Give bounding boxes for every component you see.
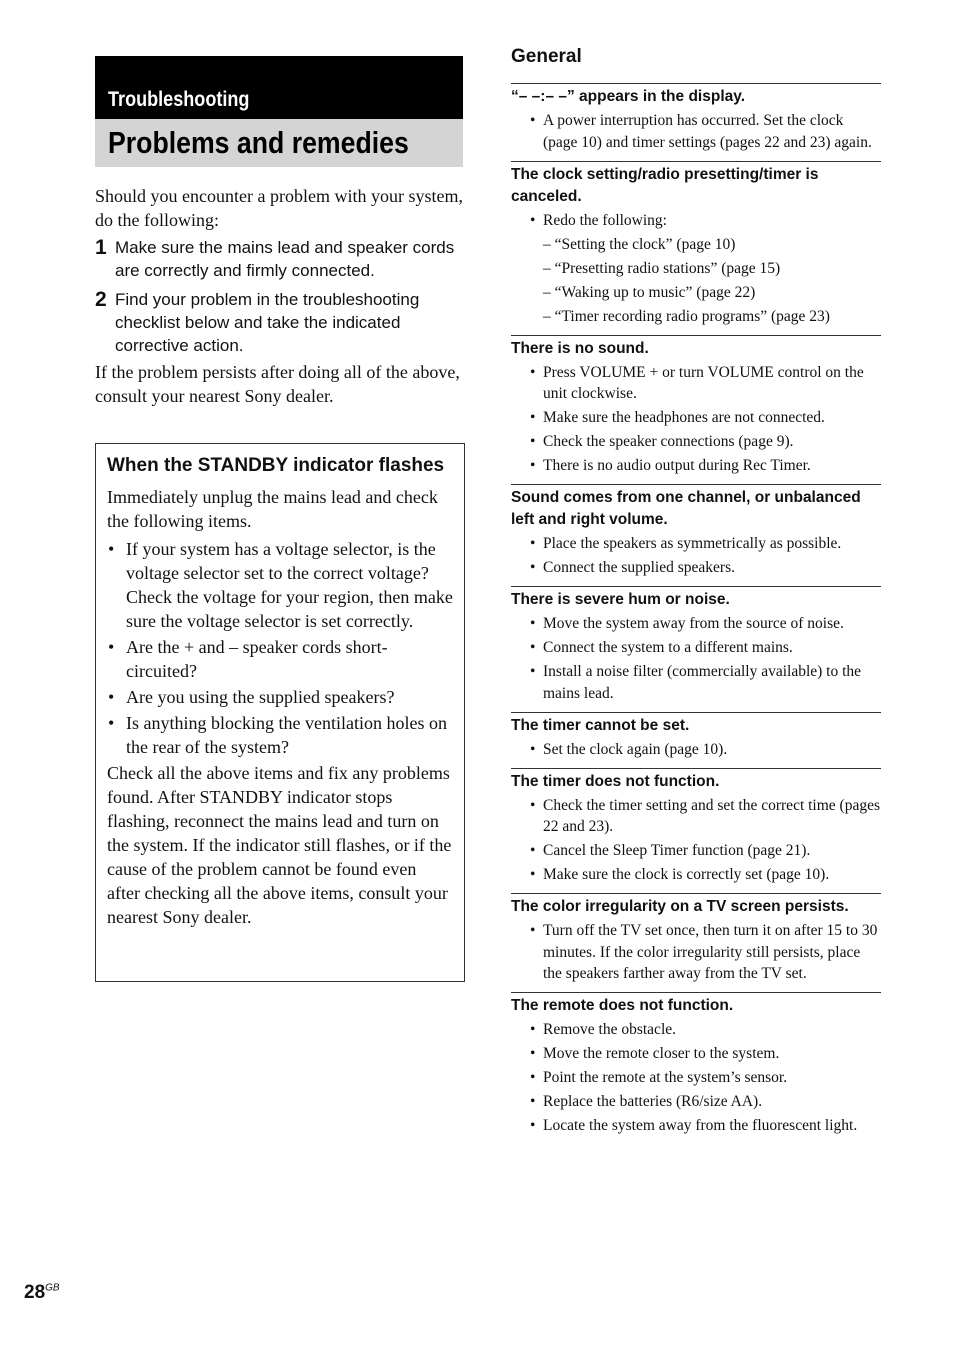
intro-section [95, 184, 467, 408]
remedy-item: • Move the system away from the source of noise. [511, 613, 881, 635]
problem-title: The remote does not function. [511, 997, 734, 1014]
remedy-list [511, 1019, 881, 1137]
page-title-band [95, 119, 463, 167]
remedy-item: • Check the timer setting and set the correct time (pages 22 and 23). [511, 795, 881, 838]
step-text: Make sure the mains lead and speaker cords are correctly and firmly connected. [115, 238, 455, 280]
problem-title: The timer cannot be set. [511, 716, 690, 734]
section-label: Troubleshooting [108, 88, 250, 111]
remedy-item: • Move the remote closer to the system. [511, 1043, 881, 1065]
remedy-list [511, 110, 881, 153]
step-text: Find your problem in the troubleshooting checklist below and take the indicated corrective action. [115, 290, 420, 355]
remedy-item: – “Presetting radio stations” (page 15) [543, 259, 781, 277]
remedy-item: • Locate the system away from the fluorescent light. [511, 1115, 881, 1137]
problem-section [511, 83, 881, 161]
remedy-item: • Check the speaker connections (page 9). [511, 431, 881, 453]
list-item: • Are the + and – speaker cords short-circuited? [107, 635, 453, 683]
box-title: When the STANDBY indicator flashes [107, 455, 445, 476]
page-title: Problems and remedies [108, 125, 409, 160]
remedy-item: – “Timer recording radio programs” (page 23) [543, 307, 830, 325]
remedy-item: • Replace the batteries (R6/size AA). [511, 1091, 881, 1113]
remedy-item: • Set the clock again (page 10). [511, 739, 881, 761]
box-checklist [107, 537, 453, 759]
remedy-item: • Cancel the Sleep Timer function (page 21). [511, 840, 881, 862]
problem-title: The clock setting/radio presetting/timer is canceled. [511, 165, 819, 205]
box-outro: Check all the above items and fix any problems found. After STANDBY indicator stops flashing, reconnect the mains lead and turn on the system. If the indicator still flashes, or if the cause of the problem cannot be found even after checking all the above items, consult your nearest Sony dealer. [107, 763, 452, 927]
page-number-value: 28 [24, 1282, 46, 1303]
box-intro: Immediately unplug the mains lead and check the following items. [107, 487, 438, 531]
remedy-item: • Install a noise filter (commercially available) to the mains lead. [511, 661, 881, 704]
remedy-item: • Connect the supplied speakers. [511, 557, 881, 579]
remedy-item: • A power interruption has occurred. Set the clock (page 10) and timer settings (pages 22 and 23) again. [511, 110, 881, 153]
remedy-list [511, 920, 881, 985]
problem-section [511, 768, 881, 894]
problem-section [511, 992, 881, 1144]
list-item: • Is anything blocking the ventilation holes on the rear of the system? [107, 711, 453, 759]
intro-text: Should you encounter a problem with your system, do the following: [95, 186, 463, 230]
remedy-list [511, 613, 881, 704]
page-number-suffix: GB [45, 1282, 60, 1294]
remedy-item: • Connect the system to a different mains. [511, 637, 881, 659]
problem-title: Sound comes from one channel, or unbalanced left and right volume. [511, 489, 861, 528]
problem-title: “– –:– –” appears in the display. [511, 88, 746, 105]
list-item: • Are you using the supplied speakers? [107, 685, 453, 709]
standby-indicator-box [95, 443, 465, 982]
remedy-list [511, 739, 881, 761]
after-text: If the problem persists after doing all of the above, consult your nearest Sony dealer. [95, 362, 460, 406]
remedy-item: • Remove the obstacle. [511, 1019, 881, 1041]
problem-section [511, 893, 881, 992]
remedy-item: – “Waking up to music” (page 22) [543, 283, 756, 301]
step-number: 2 [95, 288, 107, 311]
remedy-list [511, 795, 881, 886]
problem-section [511, 161, 881, 335]
step-number: 1 [95, 236, 107, 259]
remedy-item: • Make sure the clock is correctly set (page 10). [511, 864, 881, 886]
problem-title: The timer does not function. [511, 772, 720, 790]
remedy-list [511, 210, 881, 328]
step-item [95, 236, 467, 282]
section-header-band [95, 56, 463, 119]
remedy-item: • Press VOLUME + or turn VOLUME control on the unit clockwise. [511, 362, 881, 405]
remedy-item: • Make sure the headphones are not connected. [511, 407, 881, 429]
problem-section [511, 484, 881, 586]
problem-section [511, 712, 881, 768]
step-item [95, 288, 467, 357]
remedy-item: • There is no audio output during Rec Timer. [511, 455, 881, 477]
list-item: • If your system has a voltage selector, is the voltage selector set to the correct voltage? Check the voltage for your region, then make sure the voltage selector is set correctly. [107, 537, 453, 633]
remedy-item: • Place the speakers as symmetrically as possible. [511, 533, 881, 555]
problem-title: There is severe hum or noise. [511, 591, 730, 608]
remedy-list [511, 533, 881, 579]
problem-section [511, 586, 881, 712]
remedy-item: • Turn off the TV set once, then turn it on after 15 to 30 minutes. If the color irregularity still persists, place the speakers farther away from the TV set. [511, 920, 881, 985]
remedy-item: • Point the remote at the system’s sensor. [511, 1067, 881, 1089]
problem-title: There is no sound. [511, 339, 649, 357]
remedy-item: – “Setting the clock” (page 10) [543, 235, 736, 253]
problem-title: The color irregularity on a TV screen persists. [511, 898, 849, 915]
page-number [24, 1282, 60, 1304]
troubleshooting-list [511, 83, 881, 1144]
problem-section [511, 335, 881, 485]
remedy-item: • Redo the following: [511, 210, 881, 232]
remedy-list [511, 362, 881, 477]
general-heading: General [511, 46, 582, 67]
